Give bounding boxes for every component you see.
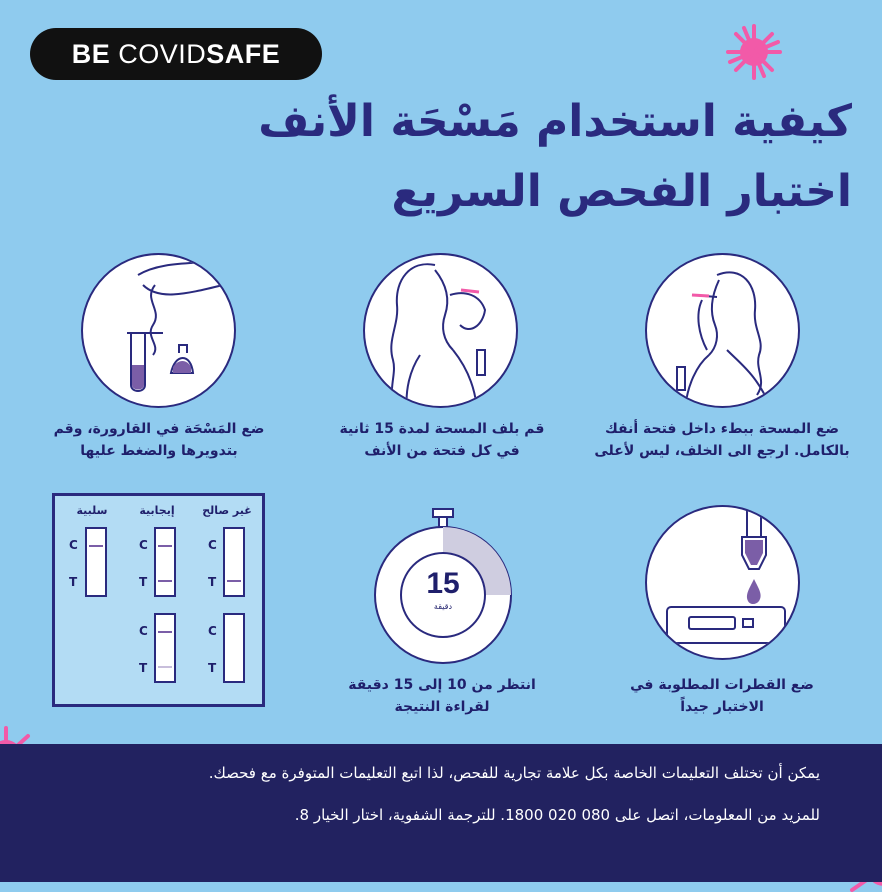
positive-faint-c-label: C <box>139 624 148 638</box>
positive-test-strip <box>154 527 176 597</box>
control-line <box>89 545 103 547</box>
positive-c-label: C <box>139 538 148 552</box>
invalid-blank-c-label: C <box>208 624 217 638</box>
brand-part1: BE <box>71 38 111 69</box>
invalid-test-strip <box>223 527 245 597</box>
positive-faint-test-strip <box>154 613 176 683</box>
timer-number: 15 <box>426 567 460 600</box>
label-positive: إيجابية <box>139 504 175 517</box>
timer-unit: دقيقة <box>433 602 453 611</box>
swab-rotate-icon <box>365 255 518 408</box>
test-line-faint <box>158 666 172 668</box>
results-panel <box>52 493 265 707</box>
negative-t-label: T <box>69 575 78 589</box>
invalid-c-label: C <box>208 538 217 552</box>
test-line <box>158 580 172 582</box>
step1-caption <box>592 418 852 463</box>
negative-test-strip <box>85 527 107 597</box>
step2-caption-line1: قم بلف المسحة لمدة 15 ثانية <box>339 421 545 437</box>
step4-caption <box>592 674 852 719</box>
label-invalid: غير صالح <box>202 504 252 517</box>
step5-caption-line1: انتظر من 10 إلى 15 دقيقة <box>348 677 536 693</box>
invalid-blank-test-strip <box>223 613 245 683</box>
step5-caption <box>312 674 572 719</box>
label-negative: سلبية <box>76 504 108 517</box>
drops-test-icon <box>647 507 800 660</box>
step1-illustration <box>645 253 800 408</box>
positive-faint-t-label: T <box>139 661 148 675</box>
invalid-blank-t-label: T <box>208 661 217 675</box>
step4-caption-line1: ضع القطرات المطلوبة في <box>630 677 814 693</box>
step2-illustration <box>363 253 518 408</box>
virus-icon-top <box>724 22 784 82</box>
step3-caption-line1: ضع المَسْحَة في القارورة، وقم <box>53 421 265 437</box>
control-line <box>158 631 172 633</box>
step4-illustration <box>645 505 800 660</box>
step5-caption-line2: لقراءة النتيجة <box>394 699 490 716</box>
step2-caption <box>312 418 572 463</box>
step3-illustration <box>81 253 236 408</box>
page-title-line1: كيفية استخدام مَسْحَة الأنف <box>258 96 852 147</box>
vial-swab-icon <box>83 255 236 408</box>
brand-part3: SAFE <box>206 38 281 69</box>
step3-caption-line2: بتدويرها والضغط عليها <box>80 443 238 460</box>
step2-caption-line2: في كل فتحة من الأنف <box>364 443 520 460</box>
brand-badge <box>30 28 322 80</box>
invalid-t-label: T <box>208 575 217 589</box>
positive-t-label: T <box>139 575 148 589</box>
step1-caption-line1: ضع المسحة ببطء داخل فتحة أنفك <box>604 421 840 437</box>
step5-timer <box>363 505 523 665</box>
footer-line1: يمكن أن تختلف التعليمات الخاصة بكل علامة تجارية للفحص، لذا اتبع التعليمات المتوفرة مع فحصك. <box>208 764 820 782</box>
footer-line2: للمزيد من المعلومات، اتصل على 080 020 1800. للترجمة الشفوية، اختار الخيار 8. <box>294 806 820 824</box>
step1-caption-line2: بالكامل. ارجع الى الخلف، ليس لأعلى <box>594 443 850 460</box>
footer-banner <box>0 744 882 882</box>
swab-insert-icon <box>647 255 800 408</box>
brand-part2: COVID <box>118 38 207 69</box>
step4-caption-line2: الاختبار جيداً <box>680 699 764 716</box>
step3-caption <box>29 418 289 463</box>
negative-c-label: C <box>69 538 78 552</box>
test-line <box>227 580 241 582</box>
control-line <box>158 545 172 547</box>
page-title-line2: اختبار الفحص السريع <box>391 166 852 217</box>
